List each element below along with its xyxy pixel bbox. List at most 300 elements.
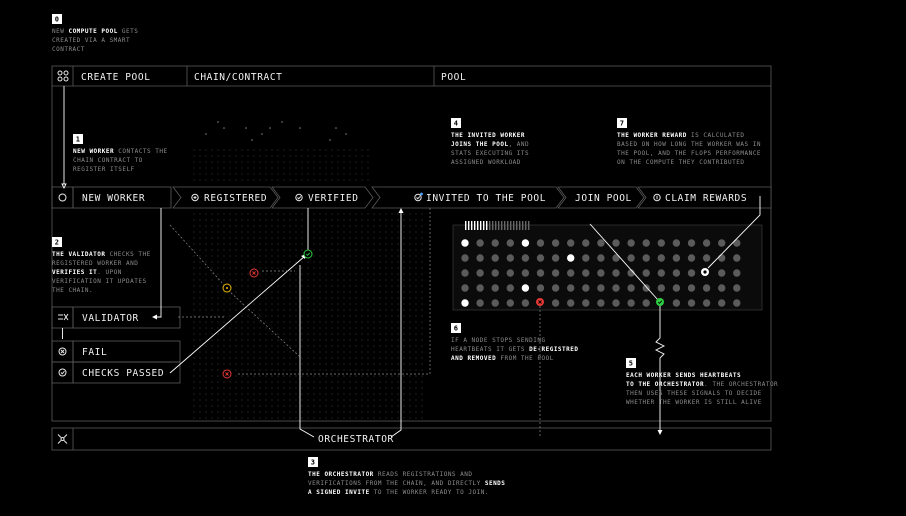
dot xyxy=(313,327,314,328)
dot xyxy=(361,351,362,352)
dot xyxy=(361,291,362,292)
dot xyxy=(415,249,416,250)
dot xyxy=(415,345,416,346)
dot xyxy=(337,303,338,304)
dot xyxy=(283,243,284,244)
dot xyxy=(313,351,314,352)
dot xyxy=(313,285,314,286)
dot xyxy=(229,327,230,328)
worker-node xyxy=(492,284,499,291)
dot xyxy=(211,315,212,316)
dot xyxy=(379,381,380,382)
dot xyxy=(295,345,296,346)
dot xyxy=(331,387,332,388)
step-text-line: ON THE COMPUTE THEY CONTRIBUTED xyxy=(617,159,745,166)
dot xyxy=(403,363,404,364)
dot xyxy=(235,179,236,180)
dot xyxy=(211,345,212,346)
dot xyxy=(307,291,308,292)
dot xyxy=(373,411,374,412)
dot xyxy=(211,387,212,388)
dot xyxy=(307,267,308,268)
dot xyxy=(241,255,242,256)
dot xyxy=(211,369,212,370)
dot xyxy=(385,279,386,280)
dot xyxy=(415,267,416,268)
dot xyxy=(289,249,290,250)
checks-passed-node xyxy=(52,362,180,383)
dot xyxy=(301,249,302,250)
dot xyxy=(415,333,416,334)
dot xyxy=(253,309,254,310)
dot xyxy=(241,285,242,286)
dot xyxy=(217,303,218,304)
step-text-line: VERIFICATION IT UPDATES xyxy=(52,278,147,285)
dot xyxy=(385,225,386,226)
dot xyxy=(415,405,416,406)
dot xyxy=(277,213,278,214)
dot xyxy=(355,225,356,226)
dot xyxy=(421,309,422,310)
dot xyxy=(367,273,368,274)
dot xyxy=(421,255,422,256)
dot xyxy=(331,225,332,226)
dot xyxy=(361,303,362,304)
dot xyxy=(319,405,320,406)
dot xyxy=(217,167,218,168)
dot xyxy=(409,213,410,214)
dot xyxy=(217,351,218,352)
dot xyxy=(367,155,368,156)
dot xyxy=(367,351,368,352)
dot xyxy=(253,219,254,220)
dot xyxy=(373,333,374,334)
dot xyxy=(337,179,338,180)
dot xyxy=(355,363,356,364)
dot xyxy=(349,375,350,376)
dot xyxy=(313,255,314,256)
dot xyxy=(241,161,242,162)
dot xyxy=(409,261,410,262)
dot xyxy=(253,285,254,286)
dot xyxy=(319,179,320,180)
dot xyxy=(241,339,242,340)
dot xyxy=(211,375,212,376)
dot xyxy=(223,161,224,162)
dot xyxy=(409,375,410,376)
dot xyxy=(307,285,308,286)
dot xyxy=(391,327,392,328)
dot xyxy=(199,333,200,334)
dot xyxy=(403,405,404,406)
dot xyxy=(379,327,380,328)
step-text-line: THE POOL, AND THE FLOPS PERFORMANCE xyxy=(617,150,761,157)
dot xyxy=(343,285,344,286)
dot xyxy=(217,285,218,286)
dot xyxy=(367,149,368,150)
dot xyxy=(283,381,284,382)
step-number: 4 xyxy=(453,119,459,128)
dot xyxy=(331,363,332,364)
worker-node xyxy=(582,284,589,291)
dot xyxy=(193,149,194,150)
worker-node xyxy=(733,284,740,291)
dot xyxy=(373,249,374,250)
dot xyxy=(307,261,308,262)
dot xyxy=(247,321,248,322)
dot xyxy=(355,297,356,298)
dot xyxy=(235,219,236,220)
fail-marker xyxy=(223,370,231,378)
dot xyxy=(313,399,314,400)
dot xyxy=(391,213,392,214)
dot xyxy=(289,393,290,394)
dot xyxy=(319,225,320,226)
dot xyxy=(337,339,338,340)
dot xyxy=(253,249,254,250)
worker-node xyxy=(552,269,559,276)
dot xyxy=(193,261,194,262)
dot xyxy=(385,339,386,340)
dot xyxy=(391,237,392,238)
dot xyxy=(391,357,392,358)
dot xyxy=(259,237,260,238)
dot xyxy=(397,291,398,292)
dot xyxy=(397,297,398,298)
dot xyxy=(205,285,206,286)
dot xyxy=(349,243,350,244)
orchestrator-label: ORCHESTRATOR xyxy=(318,434,394,445)
dot xyxy=(307,351,308,352)
stage-registered-label: REGISTERED xyxy=(204,193,268,204)
dot xyxy=(205,363,206,364)
dot xyxy=(343,387,344,388)
dot xyxy=(247,303,248,304)
dot xyxy=(229,399,230,400)
dot xyxy=(193,291,194,292)
dot xyxy=(355,231,356,232)
dot xyxy=(385,231,386,232)
dot xyxy=(235,411,236,412)
dot xyxy=(277,291,278,292)
dot xyxy=(313,411,314,412)
dot xyxy=(373,351,374,352)
dot xyxy=(367,327,368,328)
dot xyxy=(241,315,242,316)
dot xyxy=(199,375,200,376)
dot xyxy=(397,417,398,418)
dot xyxy=(295,179,296,180)
dot xyxy=(313,363,314,364)
dot xyxy=(307,369,308,370)
dot xyxy=(373,321,374,322)
dot xyxy=(355,243,356,244)
dot xyxy=(343,333,344,334)
dot xyxy=(299,127,301,129)
worker-node xyxy=(476,284,483,291)
dot xyxy=(409,339,410,340)
dot xyxy=(259,387,260,388)
worker-node xyxy=(522,284,529,291)
dot xyxy=(385,243,386,244)
dot xyxy=(235,243,236,244)
dot xyxy=(337,399,338,400)
dot xyxy=(223,405,224,406)
dot xyxy=(421,291,422,292)
dot xyxy=(199,339,200,340)
dot xyxy=(337,327,338,328)
dot xyxy=(229,381,230,382)
dot xyxy=(235,161,236,162)
dot xyxy=(361,219,362,220)
dot xyxy=(361,345,362,346)
dot xyxy=(367,297,368,298)
dot xyxy=(301,279,302,280)
dot xyxy=(289,411,290,412)
dot xyxy=(319,173,320,174)
dot xyxy=(319,285,320,286)
dot xyxy=(199,297,200,298)
dot xyxy=(379,315,380,316)
dot xyxy=(235,327,236,328)
dot xyxy=(193,363,194,364)
dot xyxy=(385,213,386,214)
dot xyxy=(373,345,374,346)
dot xyxy=(223,219,224,220)
dot xyxy=(415,357,416,358)
dot xyxy=(361,285,362,286)
dot xyxy=(223,127,225,129)
dot xyxy=(379,321,380,322)
step-text-line: NEW COMPUTE POOL GETS xyxy=(52,28,139,35)
dot xyxy=(355,369,356,370)
dot xyxy=(265,173,266,174)
dot xyxy=(271,161,272,162)
dot xyxy=(409,357,410,358)
dot xyxy=(259,231,260,232)
worker-pool-panel xyxy=(453,221,762,310)
dot xyxy=(331,375,332,376)
dot xyxy=(337,417,338,418)
worker-node xyxy=(627,284,634,291)
dot xyxy=(295,267,296,268)
worker-node xyxy=(492,299,499,306)
dot xyxy=(205,243,206,244)
dot xyxy=(271,285,272,286)
dot xyxy=(301,213,302,214)
dot xyxy=(241,375,242,376)
dot xyxy=(277,357,278,358)
dot xyxy=(319,297,320,298)
dot xyxy=(373,231,374,232)
dot xyxy=(307,345,308,346)
worker-node xyxy=(643,239,650,246)
dot xyxy=(361,149,362,150)
dot xyxy=(259,393,260,394)
dot xyxy=(211,417,212,418)
dot xyxy=(379,357,380,358)
dot xyxy=(247,291,248,292)
dot xyxy=(325,231,326,232)
dot xyxy=(193,161,194,162)
dot xyxy=(349,249,350,250)
dot xyxy=(361,179,362,180)
dot xyxy=(307,273,308,274)
dot xyxy=(307,399,308,400)
dot xyxy=(235,231,236,232)
worker-node xyxy=(627,254,634,261)
dot xyxy=(337,345,338,346)
dot xyxy=(199,155,200,156)
dot xyxy=(241,351,242,352)
dot xyxy=(403,267,404,268)
dot xyxy=(301,417,302,418)
dot xyxy=(277,333,278,334)
dot xyxy=(319,339,320,340)
dot xyxy=(415,225,416,226)
dot xyxy=(319,267,320,268)
dot xyxy=(313,405,314,406)
dot xyxy=(277,309,278,310)
dot xyxy=(247,155,248,156)
dot xyxy=(343,213,344,214)
dot xyxy=(385,411,386,412)
dot xyxy=(391,345,392,346)
dot xyxy=(217,267,218,268)
dot xyxy=(307,339,308,340)
dot xyxy=(319,357,320,358)
dot xyxy=(277,315,278,316)
dot xyxy=(397,303,398,304)
dot xyxy=(283,303,284,304)
dot xyxy=(223,225,224,226)
dot xyxy=(361,393,362,394)
dot xyxy=(277,327,278,328)
dot xyxy=(421,297,422,298)
load-bar-segment xyxy=(468,221,469,230)
dot xyxy=(289,327,290,328)
dot xyxy=(253,411,254,412)
dot xyxy=(355,387,356,388)
dot xyxy=(403,339,404,340)
dot xyxy=(211,219,212,220)
dot xyxy=(235,417,236,418)
dashed-cross xyxy=(228,290,300,357)
dot xyxy=(247,255,248,256)
worker-node xyxy=(476,299,483,306)
step-text-line: THE WORKER REWARD IS CALCULATED xyxy=(617,132,745,139)
dot xyxy=(199,219,200,220)
dot xyxy=(259,243,260,244)
dot xyxy=(271,219,272,220)
dot xyxy=(205,231,206,232)
dot xyxy=(403,357,404,358)
dot xyxy=(373,237,374,238)
dot xyxy=(277,243,278,244)
dot xyxy=(259,339,260,340)
dot xyxy=(301,351,302,352)
dot xyxy=(391,381,392,382)
dot xyxy=(313,225,314,226)
dot xyxy=(251,139,253,141)
dot xyxy=(415,339,416,340)
dot xyxy=(283,399,284,400)
dot xyxy=(331,231,332,232)
dot xyxy=(295,399,296,400)
dot xyxy=(301,393,302,394)
dot xyxy=(241,167,242,168)
worker-node xyxy=(597,239,604,246)
dot xyxy=(295,161,296,162)
dot xyxy=(391,369,392,370)
dot xyxy=(385,333,386,334)
dot xyxy=(223,243,224,244)
dot xyxy=(265,321,266,322)
dot xyxy=(253,327,254,328)
dot xyxy=(199,405,200,406)
dot xyxy=(397,249,398,250)
dot xyxy=(373,369,374,370)
dot xyxy=(313,303,314,304)
dot xyxy=(367,417,368,418)
dot xyxy=(379,411,380,412)
dot xyxy=(241,291,242,292)
dot xyxy=(409,255,410,256)
dot xyxy=(307,315,308,316)
dot xyxy=(199,363,200,364)
dot xyxy=(313,155,314,156)
dot xyxy=(283,161,284,162)
dot xyxy=(403,249,404,250)
network-icon xyxy=(58,435,67,444)
dot xyxy=(409,279,410,280)
dot xyxy=(409,243,410,244)
dot xyxy=(235,369,236,370)
dot xyxy=(253,213,254,214)
worker-node xyxy=(507,284,514,291)
dot xyxy=(259,179,260,180)
dot xyxy=(271,267,272,268)
dot xyxy=(259,255,260,256)
dot xyxy=(337,167,338,168)
dot xyxy=(259,149,260,150)
dot xyxy=(247,149,248,150)
dot xyxy=(421,261,422,262)
dot xyxy=(409,387,410,388)
dot xyxy=(325,357,326,358)
dot xyxy=(331,213,332,214)
dot xyxy=(307,155,308,156)
dot xyxy=(259,303,260,304)
dot xyxy=(247,399,248,400)
dot xyxy=(415,297,416,298)
dot xyxy=(325,149,326,150)
dot xyxy=(271,321,272,322)
dot xyxy=(337,249,338,250)
dot xyxy=(229,155,230,156)
worker-node xyxy=(597,269,604,276)
dot xyxy=(343,149,344,150)
worker-node xyxy=(688,239,695,246)
dot xyxy=(307,411,308,412)
dot xyxy=(367,285,368,286)
dot xyxy=(235,393,236,394)
dot xyxy=(313,219,314,220)
dot xyxy=(277,255,278,256)
dot xyxy=(385,375,386,376)
dot xyxy=(199,243,200,244)
dot xyxy=(259,267,260,268)
